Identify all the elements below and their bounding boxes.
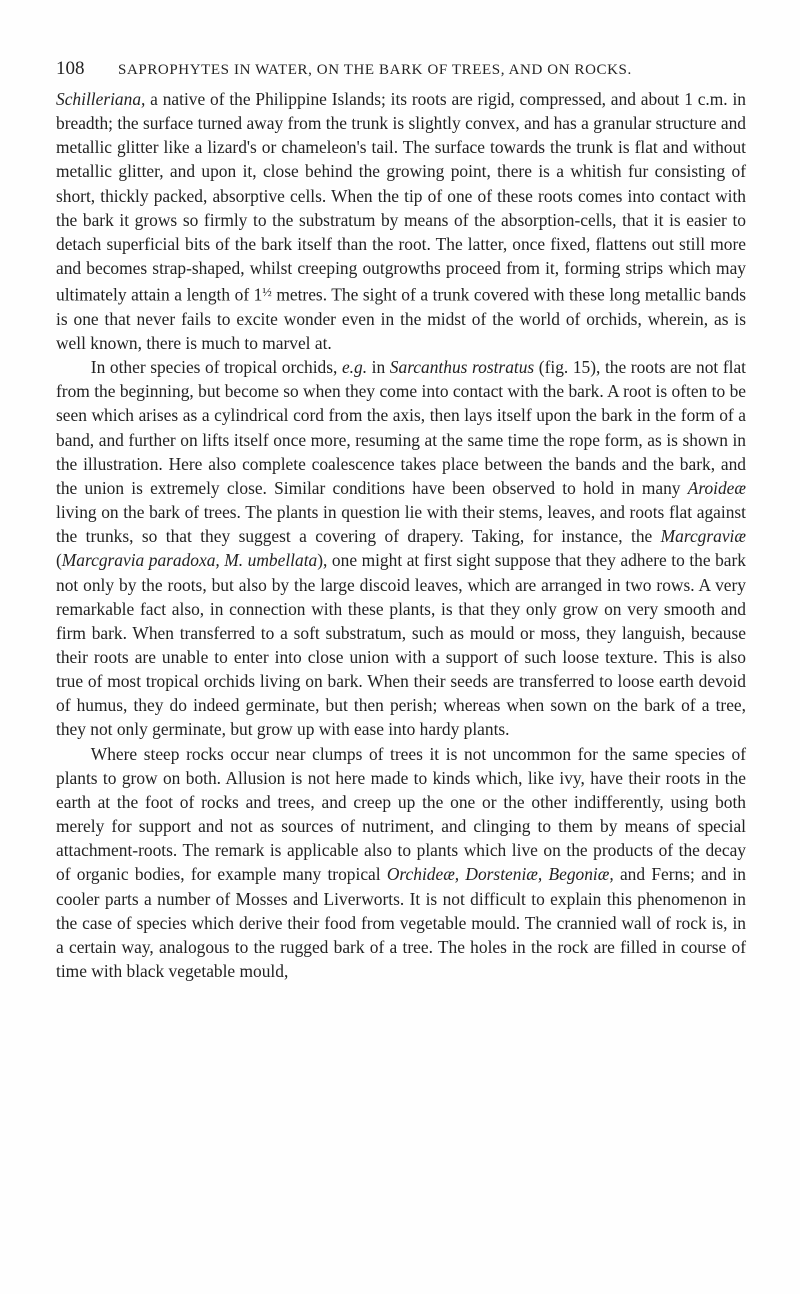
paragraph-3 xyxy=(56,742,746,984)
paragraph-1 xyxy=(56,87,746,355)
text-run: living on the bark of trees. The plants in question lie with their stems, leaves, and roots flat against the trunks, so that they suggest a covering of drapery. Taking, for instance, the xyxy=(56,502,746,547)
text-run: ), one might at first sight suppose that they adhere to the bark not only by the roots, but also by the large discoid leaves, which are arranged in two rows. A very remarkable fact also, in connection with these plants, is that they only grow on very smooth and firm bark. When transferred to a soft substratum, such as mould or moss, they languish, because their roots are unable to enter into close union with a support of such loose texture. This is also true of most tropical orchids living on bark. When their seeds are transferred to loose earth devoid of humus, they do indeed germinate, but then perish; whereas when sown on the bark of a tree, they not only germinate, but grow up with ease into hardy plants. xyxy=(56,550,747,740)
text-run: In other species of tropical orchids, xyxy=(90,357,342,378)
italic-term: Orchideæ, Dorsteniæ, Begoniæ, xyxy=(386,864,614,885)
running-title: SAPROPHYTES IN WATER, ON THE BARK OF TREES, AND ON ROCKS. xyxy=(118,62,632,78)
italic-term: Sarcanthus rostratus xyxy=(389,357,535,378)
text-run: in xyxy=(367,357,390,378)
paragraph-2 xyxy=(56,355,746,742)
text-run: ( xyxy=(56,550,62,571)
italic-term: Aroideæ xyxy=(687,477,746,498)
italic-term: e.g. xyxy=(341,357,368,378)
text-run: Where steep rocks occur near clumps of trees it is not uncommon for the same species of plants to grow on both. Allusion is not here made to kinds which, like ivy, have their roots in the earth at the foot of rocks and trees, and creep up the one or the other indifferently, using both merely for support and not as sources of nutriment, and clinging to them by means of special attachment-roots. The remark is applicable also to plants which live on the products of the decay of organic bodies, for example many tropical xyxy=(56,743,746,885)
page-number: 108 xyxy=(56,58,85,79)
page-header xyxy=(56,58,746,82)
italic-term: Schilleriana, xyxy=(56,89,146,109)
italic-term: Marcgraviæ xyxy=(660,526,746,547)
text-run: (fig. 15), the roots are not flat from the beginning, but become so when they come into contact with the bark. A root is often to be seen which arises as a cylindrical cord from the axis, then lays itself upon the bark in the form of a band, and further on lifts itself once more, resuming at the same time the rope form, as is shown in the illustration. Here also complete coalescence takes place between the bands and the bark, and the union is extremely close. Similar conditions have been observed to hold in many xyxy=(56,357,746,498)
text-run: a native of the Philippine Islands; its roots are rigid, compressed, and about 1 c.m. in breadth; the surface turned away from the trunk is slightly convex, and has a granular structure and metallic glitter like a lizard's or chameleon's tail. The surface towards the trunk is flat and without metallic glitter, and upon it, close behind the growing point, there is a whitish fur consisting of short, thickly packed, absorptive cells. When the tip of one of these roots comes into contact with the bark it grows so firmly to the substratum by means of the absorption-cells, that it is easier to detach superficial bits of the bark itself than the root. The latter, once fixed, flattens out still more and becomes strap-shaped, whilst creeping outgrowths proceed from it, forming strips which may ultimately attain a length of 1 xyxy=(56,89,746,305)
italic-term: Marcgravia paradoxa, M. umbellata xyxy=(61,550,318,571)
text-run: and Ferns; and in cooler parts a number of Mosses and Liverworts. It is not difficult to explain this phenomenon in the case of species which derive their food from vegetable mould. The crannied wall of rock is, in a certain way, analogous to the rugged bark of a tree. The holes in the rock are filled in course of time with black vegetable mould, xyxy=(56,864,746,981)
text-run: ½ xyxy=(262,285,272,300)
text-run: metres. The sight of a trunk covered with these long metallic bands is one that never fails to excite wonder even in the midst of the world of orchids, wherein, as is well known, there is much to marvel at. xyxy=(56,284,746,353)
body-text xyxy=(56,87,746,983)
